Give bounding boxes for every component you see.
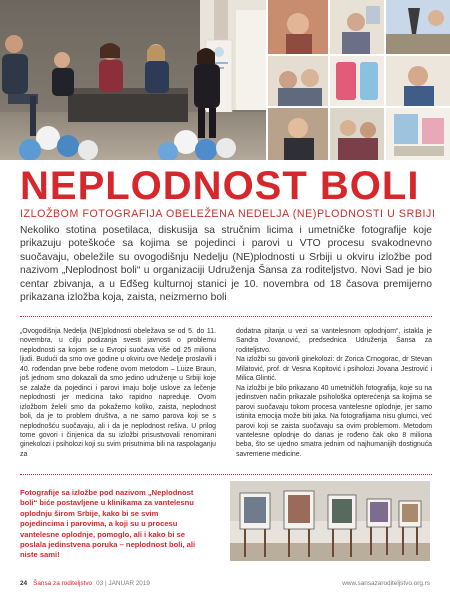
panel-discussion-photo	[0, 0, 266, 160]
issue-label: 03 | JANUAR 2019	[96, 580, 150, 587]
section-divider	[20, 316, 432, 317]
article-subheadline: IZLOŽBOM FOTOGRAFIJA OBELEŽENA NEDELJA (NE)PLODNOSTI U SRBIJI	[20, 208, 436, 220]
body-paragraph: Na izložbi je bilo prikazano 40 umetničkih fotografija, koje su na jedinstven način prikazale psihološka opterećenja sa kojima se parovi suočavaju tokom procesa vantelesne oplodnje, jer samo istinita emocija može biti jaka. Na fotografijama nisu glumci, već parovi koji se zaista suočavaju sa ovim problemom. Metodom vantelesne oplodnje do danas je rođeno čak oko 8 miliona beba, što se ujedno smatra jednim od najhumanijih dostignuća savremene medicine.	[236, 384, 432, 458]
page-footer	[20, 580, 430, 590]
website-link[interactable]: www.sansazaroditeljstvo.org.rs	[342, 580, 430, 587]
photo-caption: Fotografije sa izložbe pod nazivom „Neplodnost boli“ biće postavljene u klinikama za vantelesnu oplodnju širom Srbije, kako bi se svim pojedincima i parovima, a koji su u procesu vantelesne oplodnje, pomoglo, ali i kako bi se poslala jedinstvena poruka – neplodnost boli, ali niste sami!	[20, 488, 196, 560]
article-lead: Nekoliko stotina posetilaca, diskusija sa stručnim licima i umetničke fotografije koje prikazuju poteškoće sa kojima se pojedinci i parovi u VTO procesu svakodnevno suočavaju, obeležile su ovogodišnju Nedelju (NE)plodnosti u Srbiji u okviru izložbe pod nazivom „Neplodnost boli“ u organizaciji Udruženja Šansa za roditeljstvo. Novi Sad je bio centar zbivanja, a u Eđšeg kulturnoj stanici je 10. novembra od 18 časova premijerno prikazana izložba koja, zaista, neizmerno boli	[20, 225, 432, 304]
body-paragraph: dodatna pitanja u vezi sa vantelesnom oplodnjom“, istakla je Sandra Jovanović, predsednica Udruženja Šansa za roditeljstvo.	[236, 328, 432, 354]
body-paragraph: Na izložbi su govorili ginekolozi: dr Zorica Crnogorac, dr Stevan Milatović, prof. dr Vesna Kopitović i psiholozi Jovana Jestrović i Milica Glintić.	[236, 356, 432, 383]
body-paragraph: „Ovogodišnja Nedelja (NE)plodnosti obeležava se od 5. do 11. novembra, u cilju podizanja svesti javnosti o problemu neplodnosti sa kojom se u Evropi suočava više od 25 miliona ljudi. Budući da smo ove godine u okviru ove Nedelje proslavili i 40. rođendan prve bebe rođene ovom metodom – Luize Braun, još jednom smo dokazali da smo jedino udruženje u Srbiji koje se zalaže da pojedinci i parovi imaju bolje uslove za lečenje neplodnosti jer medicina tako rapidno napreduje. Ovom izložbom želeli smo da pokažemo koliko, zaista, neplodnost boli, da je to problem društva, a ne samo parova koji se s neplodnošću suočavaju, ali i da je neplodnost rešiva. U prilog tome govori i činjenica da su izložbi prisustvovali renomirani ginekolozi i psiholozi koji su svim prisutnima bili na raspolaganju za	[20, 328, 216, 458]
page-number: 24	[20, 580, 28, 587]
body-column-left	[20, 327, 216, 459]
article-headline: NEPLODNOST BOLI	[20, 164, 420, 208]
body-column-right	[236, 327, 432, 459]
exhibition-easels-photo	[230, 481, 430, 561]
exhibition-collage-photo	[268, 0, 450, 160]
magazine-name: Šansa za roditeljstvo	[33, 580, 93, 587]
caption-divider	[20, 474, 432, 475]
